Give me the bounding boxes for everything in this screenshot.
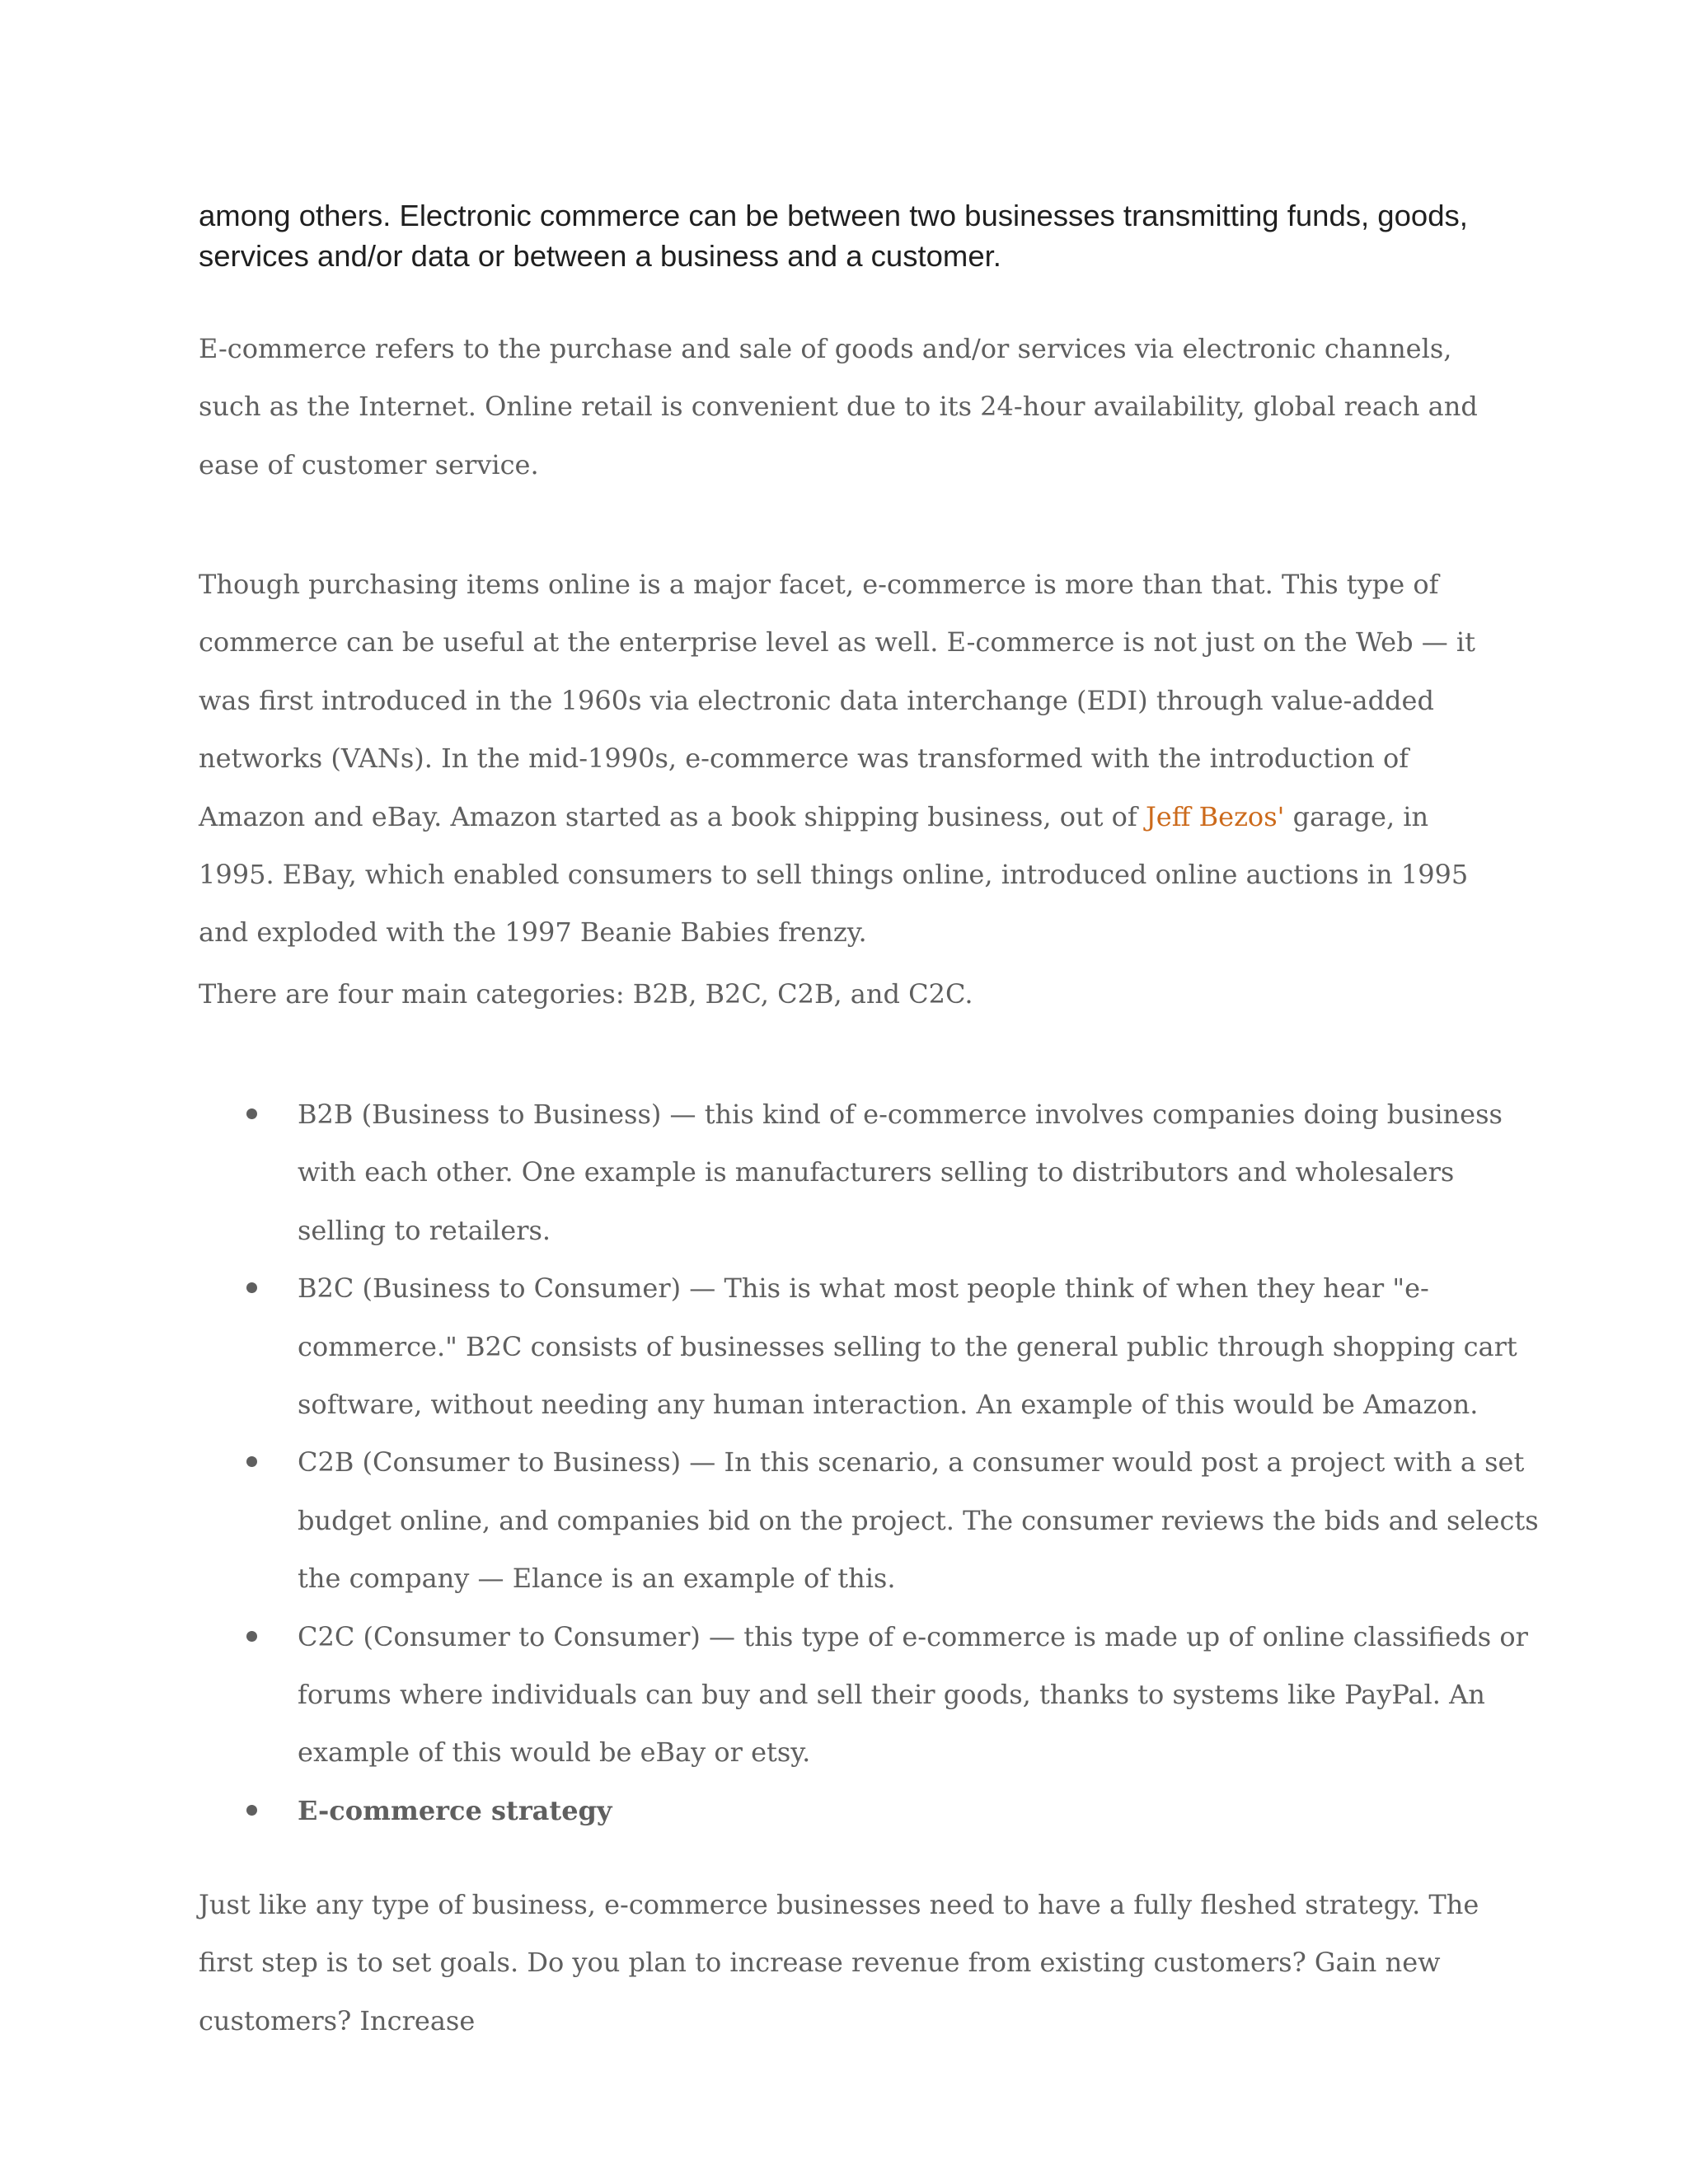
list-item-text: E-commerce strategy bbox=[298, 1794, 612, 1826]
list-item-text: B2B (Business to Business) — this kind of e-commerce involves companies doing business with each other. One example is manufacturers selling to distributors and wholesalers selling to retailers. bbox=[298, 1099, 1503, 1246]
list-item-b2c bbox=[199, 1259, 1550, 1433]
strategy-paragraph: Just like any type of business, e-commerce businesses need to have a fully fleshed strategy. The first step is to set goals. Do you plan to increase revenue from existing customers? Gain new customers? Increase bbox=[199, 1889, 1479, 2036]
list-item-b2b bbox=[199, 1085, 1550, 1259]
bullet-icon bbox=[246, 1631, 257, 1642]
categories-list bbox=[199, 1085, 1550, 1840]
list-item-text: B2C (Business to Consumer) — This is what most people think of when they hear "e-commerce." B2C consists of businesses selling to the general public through shopping cart software, without needing any human interaction. An example of this would be Amazon. bbox=[298, 1272, 1517, 1421]
list-item-strategy-heading bbox=[199, 1782, 1550, 1840]
history-text-before-link: Though purchasing items online is a major facet, e-commerce is more than that. This type of commerce can be useful at the enterprise level as well. E-commerce is not just on the Web — it was first introduced in the 1960s via electronic data interchange (EDI) through value-added networks (VANs). In the mid-1990s, e-commerce was transformed with the introduction of Amazon and eBay. Amazon started as a book shipping business, out of bbox=[199, 569, 1476, 832]
definition-paragraph: E-commerce refers to the purchase and sale of goods and/or services via electronic channels, such as the Internet. Online retail is convenient due to its 24-hour availability, global reach and ease of customer service. bbox=[199, 333, 1478, 480]
bullet-icon bbox=[246, 1108, 257, 1119]
history-text-after-link: garage, in 1995. EBay, which enabled consumers to sell things online, introduced online auctions in 1995 and exploded with the 1997 Beanie Babies frenzy. bbox=[199, 800, 1469, 949]
bullet-icon bbox=[246, 1282, 257, 1293]
list-item-text: C2B (Consumer to Business) — In this scenario, a consumer would post a project with a set budget online, and companies bid on the project. The consumer reviews the bids and selects the company — Elance is an example of this. bbox=[298, 1446, 1539, 1595]
intro-paragraph: among others. Electronic commerce can be between two businesses transmitting funds, goods, services and/or data or between a business and a customer. bbox=[199, 199, 1468, 273]
history-paragraph bbox=[199, 555, 1509, 962]
list-item-c2b bbox=[199, 1433, 1550, 1607]
categories-intro-paragraph: There are four main categories: B2B, B2C, C2B, and C2C. bbox=[199, 978, 973, 1010]
list-item-c2c bbox=[199, 1608, 1550, 1782]
bullet-icon bbox=[246, 1805, 257, 1816]
jeff-bezos-link[interactable]: Jeff Bezos' bbox=[1145, 800, 1285, 832]
bullet-icon bbox=[246, 1456, 257, 1467]
list-item-text: C2C (Consumer to Consumer) — this type of e-commerce is made up of online classifieds or forums where individuals can buy and sell their goods, thanks to systems like PayPal. An example of this would be eBay or etsy. bbox=[298, 1620, 1528, 1769]
